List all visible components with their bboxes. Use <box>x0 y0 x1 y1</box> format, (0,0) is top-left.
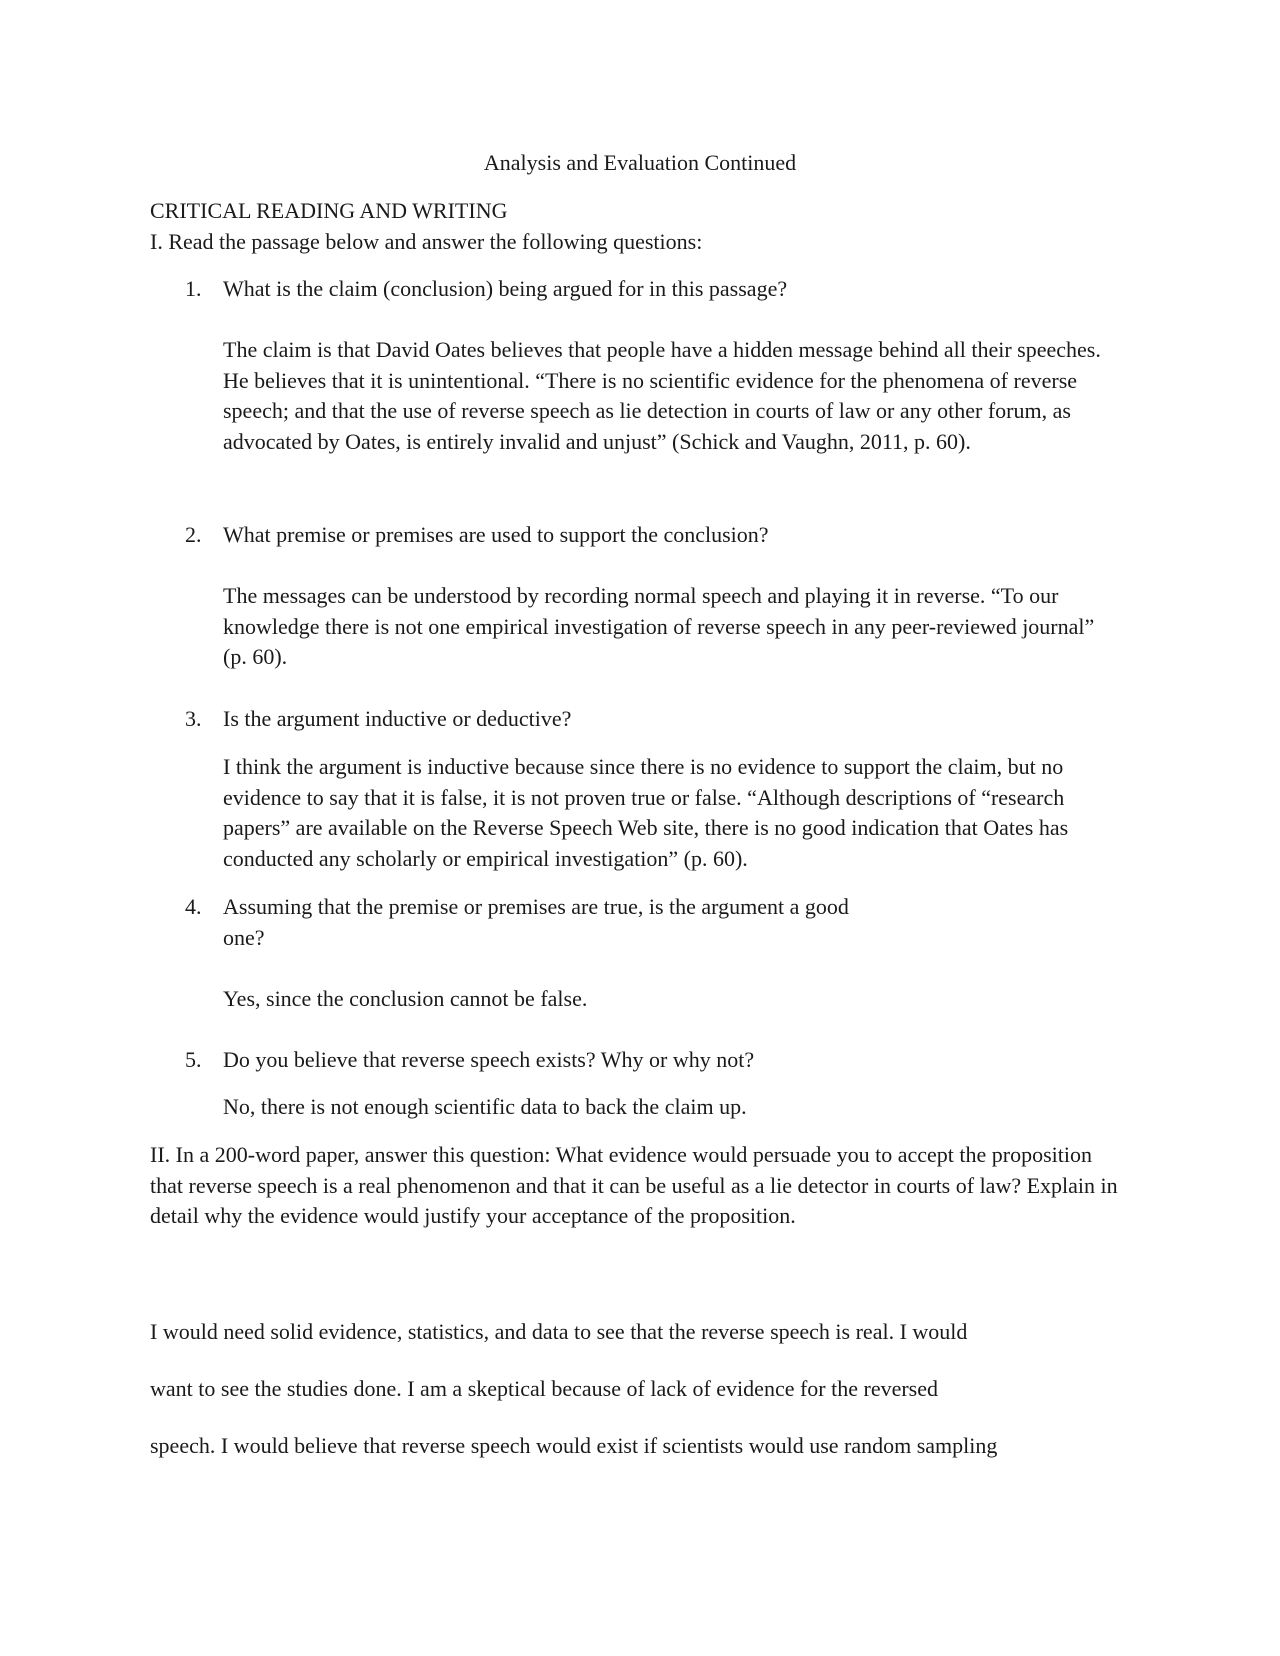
essay-line: speech. I would believe that reverse speech would exist if scientists would use random sampling <box>150 1433 998 1458</box>
question-number: 3. <box>185 706 202 731</box>
answer-1: The claim is that David Oates believes that people have a hidden message behind all their speeches. He believes that it is unintentional. “There is no scientific evidence for the phenomena of reverse speech; and that the use of reverse speech as lie detection in courts of law or any other forum, as advocated by Oates, is entirely invalid and unjust” (Schick and Vaughn, 2011, p. 60). <box>223 337 1101 454</box>
question-number: 1. <box>185 276 202 301</box>
essay-line: want to see the studies done. I am a skeptical because of lack of evidence for the reversed <box>150 1376 939 1401</box>
essay-line: I would need solid evidence, statistics, and data to see that the reverse speech is real. I would <box>150 1319 968 1344</box>
answer-3: I think the argument is inductive because since there is no evidence to support the claim, but no evidence to say that it is false, it is not proven true or false. “Although descriptions of “research papers” are available on the Reverse Speech Web site, there is no good indication that Oates has conducted any scholarly or empirical investigation” (p. 60). <box>223 754 1069 871</box>
answer-5: No, there is not enough scientific data to back the claim up. <box>223 1094 747 1119</box>
question-text: Is the argument inductive or deductive? <box>223 706 572 731</box>
question-text: Do you believe that reverse speech exists? Why or why not? <box>223 1047 755 1072</box>
part2-prompt: II. In a 200-word paper, answer this question: What evidence would persuade you to accept the proposition that reverse speech is a real phenomenon and that it can be useful as a lie detector in courts of law? Explain in detail why the evidence would justify your acceptance of the proposition. <box>150 1142 1118 1228</box>
page-title: Analysis and Evaluation Continued <box>483 150 797 175</box>
section-heading: CRITICAL READING AND WRITING <box>150 198 508 223</box>
question-text: Assuming that the premise or premises are true, is the argument a good one? <box>223 894 849 950</box>
question-number: 2. <box>185 522 202 547</box>
answer-4: Yes, since the conclusion cannot be false. <box>223 986 588 1011</box>
question-number: 4. <box>185 894 202 919</box>
question-text: What is the claim (conclusion) being argued for in this passage? <box>223 276 788 301</box>
part1-instruction: I. Read the passage below and answer the following questions: <box>150 229 703 254</box>
question-text: What premise or premises are used to support the conclusion? <box>223 522 769 547</box>
question-number: 5. <box>185 1047 202 1072</box>
answer-2: The messages can be understood by recording normal speech and playing it in reverse. “To our knowledge there is not one empirical investigation of reverse speech in any peer-reviewed journal” (p. 60). <box>223 583 1095 669</box>
